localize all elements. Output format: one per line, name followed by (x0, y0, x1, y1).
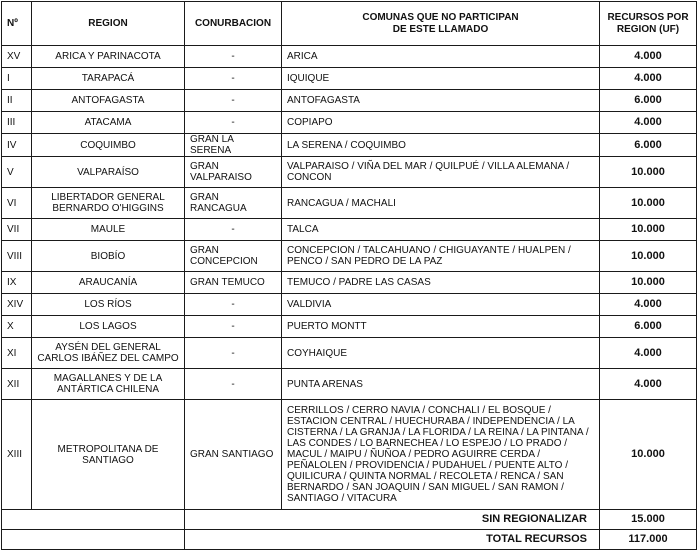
sin-regionalizar-value: 15.000 (600, 510, 697, 530)
cell-n: IV (2, 134, 32, 157)
cell-comunas: VALDIVIA (282, 294, 600, 316)
cell-n: V (2, 157, 32, 188)
table-row (2, 294, 697, 316)
resources-table (1, 1, 697, 550)
cell-n: IX (2, 272, 32, 294)
cell-comunas: IQUIQUE (282, 68, 600, 90)
table-row (2, 68, 697, 90)
cell-region: LOS RÍOS (32, 294, 185, 316)
header-row (2, 2, 697, 46)
cell-region: ARAUCANÍA (32, 272, 185, 294)
cell-comunas: TALCA (282, 219, 600, 241)
header-comunas: COMUNAS QUE NO PARTICIPAN DE ESTE LLAMADO (282, 2, 600, 46)
cell-conurbacion: - (185, 219, 282, 241)
cell-n: I (2, 68, 32, 90)
cell-comunas: ARICA (282, 46, 600, 68)
cell-region: METROPOLITANA DE SANTIAGO (32, 400, 185, 510)
cell-conurbacion: - (185, 369, 282, 400)
cell-comunas: TEMUCO / PADRE LAS CASAS (282, 272, 600, 294)
cell-conurbacion: GRAN RANCAGUA (185, 188, 282, 219)
table-row (2, 241, 697, 272)
total-row-sin-regionalizar (2, 510, 697, 530)
cell-conurbacion: GRAN LA SERENA (185, 134, 282, 157)
cell-n: II (2, 90, 32, 112)
cell-recursos: 4.000 (600, 338, 697, 369)
cell-region: AYSÉN DEL GENERAL CARLOS IBÁÑEZ DEL CAMPO (32, 338, 185, 369)
cell-conurbacion: GRAN CONCEPCION (185, 241, 282, 272)
header-region: REGION (32, 2, 185, 46)
cell-recursos: 4.000 (600, 112, 697, 134)
cell-recursos: 10.000 (600, 400, 697, 510)
cell-conurbacion: - (185, 294, 282, 316)
cell-comunas: LA SERENA / COQUIMBO (282, 134, 600, 157)
cell-conurbacion: - (185, 338, 282, 369)
cell-recursos: 10.000 (600, 241, 697, 272)
header-conurbacion: CONURBACION (185, 2, 282, 46)
cell-recursos: 10.000 (600, 272, 697, 294)
header-n: Nº (2, 2, 32, 46)
header-recursos: RECURSOS POR REGION (UF) (600, 2, 697, 46)
cell-conurbacion: GRAN VALPARAISO (185, 157, 282, 188)
cell-region: VALPARAÍSO (32, 157, 185, 188)
cell-empty (32, 510, 185, 530)
table-row (2, 134, 697, 157)
table-row (2, 272, 697, 294)
cell-conurbacion: - (185, 46, 282, 68)
cell-region: MAULE (32, 219, 185, 241)
cell-recursos: 4.000 (600, 369, 697, 400)
cell-empty (2, 510, 32, 530)
total-recursos-value: 117.000 (600, 530, 697, 550)
cell-conurbacion: GRAN TEMUCO (185, 272, 282, 294)
cell-n: III (2, 112, 32, 134)
cell-n: XV (2, 46, 32, 68)
cell-n: X (2, 316, 32, 338)
table-row (2, 338, 697, 369)
table-row (2, 400, 697, 510)
cell-region: ANTOFAGASTA (32, 90, 185, 112)
cell-n: VIII (2, 241, 32, 272)
cell-recursos: 6.000 (600, 90, 697, 112)
cell-conurbacion: - (185, 316, 282, 338)
cell-region: TARAPACÁ (32, 68, 185, 90)
cell-n: XI (2, 338, 32, 369)
cell-n: XII (2, 369, 32, 400)
cell-comunas: CERRILLOS / CERRO NAVIA / CONCHALI / EL BOSQUE / ESTACION CENTRAL / HUECHURABA / INDEPENDENCIA / LA CISTERNA / LA GRANJA / LA FLORIDA / LA REINA / LA PINTANA / LAS CONDES / LO BARNECHEA / LO ESPEJO / LO PRADO / MACUL / MAIPU / ÑUÑOA / PEDRO AGUIRRE CERDA / PEÑALOLEN / PROVIDENCIA / PUDAHUEL / PUENTE ALTO / QUILICURA / QUINTA NORMAL / RECOLETA / RENCA / SAN BERNARDO / SAN JOAQUIN / SAN MIGUEL / SAN RAMON / SANTIAGO / VITACURA (282, 400, 600, 510)
cell-region: MAGALLANES Y DE LA ANTÁRTICA CHILENA (32, 369, 185, 400)
table-row (2, 219, 697, 241)
cell-region: BIOBÍO (32, 241, 185, 272)
cell-region: COQUIMBO (32, 134, 185, 157)
cell-comunas: PUERTO MONTT (282, 316, 600, 338)
table-row (2, 316, 697, 338)
cell-n: XIII (2, 400, 32, 510)
cell-recursos: 10.000 (600, 188, 697, 219)
cell-region: ARICA Y PARINACOTA (32, 46, 185, 68)
cell-recursos: 10.000 (600, 157, 697, 188)
cell-region: ATACAMA (32, 112, 185, 134)
table-row (2, 369, 697, 400)
cell-conurbacion: - (185, 90, 282, 112)
cell-recursos: 4.000 (600, 68, 697, 90)
total-recursos-label: TOTAL RECURSOS (185, 530, 600, 550)
cell-conurbacion: - (185, 112, 282, 134)
cell-recursos: 4.000 (600, 46, 697, 68)
sin-regionalizar-label: SIN REGIONALIZAR (185, 510, 600, 530)
cell-recursos: 4.000 (600, 294, 697, 316)
cell-region: LIBERTADOR GENERAL BERNARDO O'HIGGINS (32, 188, 185, 219)
cell-conurbacion: - (185, 68, 282, 90)
cell-n: VII (2, 219, 32, 241)
cell-comunas: COYHAIQUE (282, 338, 600, 369)
table-row (2, 112, 697, 134)
cell-region: LOS LAGOS (32, 316, 185, 338)
cell-comunas: PUNTA ARENAS (282, 369, 600, 400)
table-row (2, 46, 697, 68)
cell-conurbacion: GRAN SANTIAGO (185, 400, 282, 510)
cell-comunas: VALPARAISO / VIÑA DEL MAR / QUILPUÉ / VILLA ALEMANA / CONCON (282, 157, 600, 188)
table-row (2, 90, 697, 112)
cell-comunas: RANCAGUA / MACHALI (282, 188, 600, 219)
cell-n: XIV (2, 294, 32, 316)
cell-recursos: 10.000 (600, 219, 697, 241)
cell-recursos: 6.000 (600, 134, 697, 157)
cell-comunas: COPIAPO (282, 112, 600, 134)
cell-comunas: ANTOFAGASTA (282, 90, 600, 112)
table-row (2, 188, 697, 219)
cell-n: VI (2, 188, 32, 219)
cell-comunas: CONCEPCION / TALCAHUANO / CHIGUAYANTE / HUALPEN / PENCO / SAN PEDRO DE LA PAZ (282, 241, 600, 272)
cell-recursos: 6.000 (600, 316, 697, 338)
table-row (2, 157, 697, 188)
